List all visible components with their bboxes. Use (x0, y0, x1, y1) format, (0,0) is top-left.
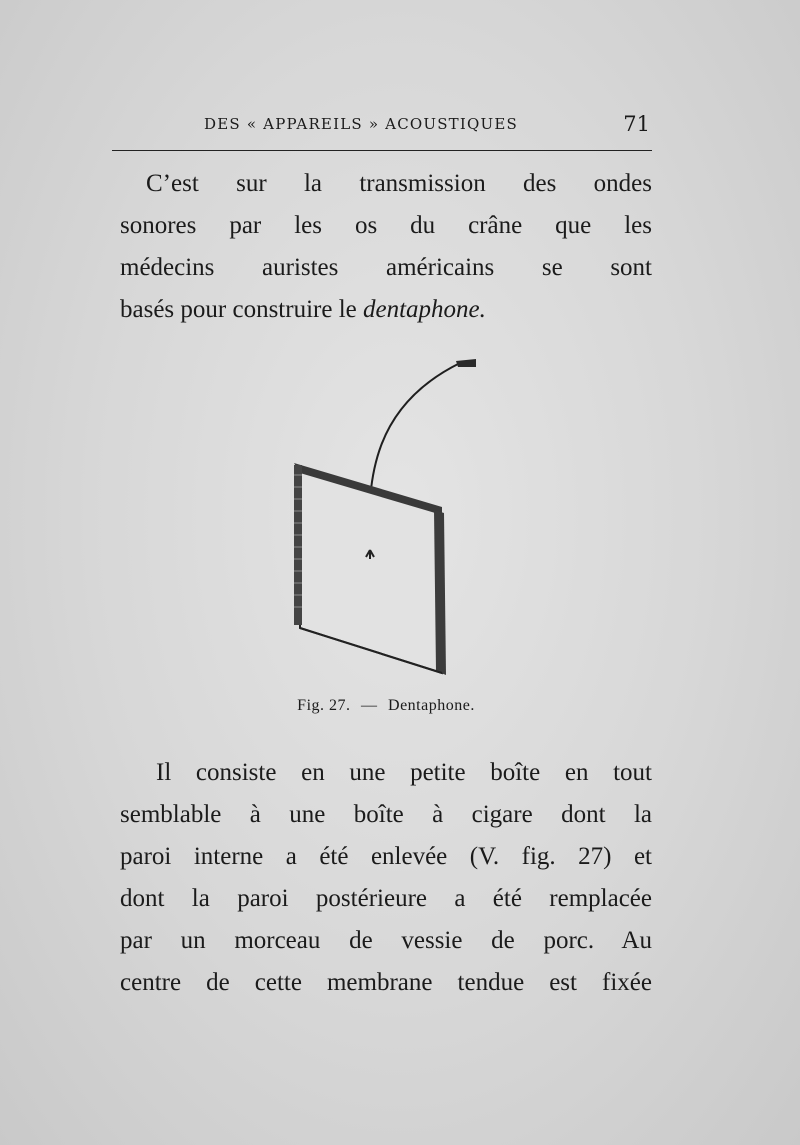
dentaphone-illustration (270, 355, 510, 685)
text-line: centre de cette membrane tendue est fixée (120, 969, 652, 996)
text-line: semblable à une boîte à cigare dont la (120, 801, 652, 828)
text-line: dont la paroi postérieure a été remplacée (120, 885, 652, 912)
membrane-panel (300, 470, 442, 673)
running-head (112, 112, 652, 142)
text-line: par un morceau de vessie de porc. Au (120, 927, 652, 954)
figure-caption (120, 697, 652, 715)
caption-title: Dentaphone. (388, 697, 475, 714)
text-line: médecins auristes américains se sont (120, 254, 652, 281)
text-segment: basés pour construire le (120, 296, 357, 323)
running-title: DES « APPAREILS » ACOUSTIQUES (204, 115, 518, 133)
text-line: C’est sur la transmission des ondes (146, 170, 652, 197)
paragraph-2 (120, 752, 652, 1004)
text-line (120, 289, 652, 331)
paragraph-1 (120, 163, 652, 331)
figure-label: Fig. 27. (297, 697, 351, 714)
text-line: Il consiste en une petite boîte en tout (156, 759, 652, 786)
text-line: paroi interne a été enlevée (V. fig. 27) et (120, 843, 652, 870)
page-number: 71 (623, 112, 650, 136)
box-right-side (434, 510, 446, 675)
italic-term: dentaphone. (362, 296, 486, 323)
caption-dash: — (361, 697, 378, 714)
text-line: sonores par les os du crâne que les (120, 212, 652, 239)
header-rule (112, 150, 652, 151)
box-left-side (294, 465, 302, 625)
wire-tip (456, 359, 476, 367)
